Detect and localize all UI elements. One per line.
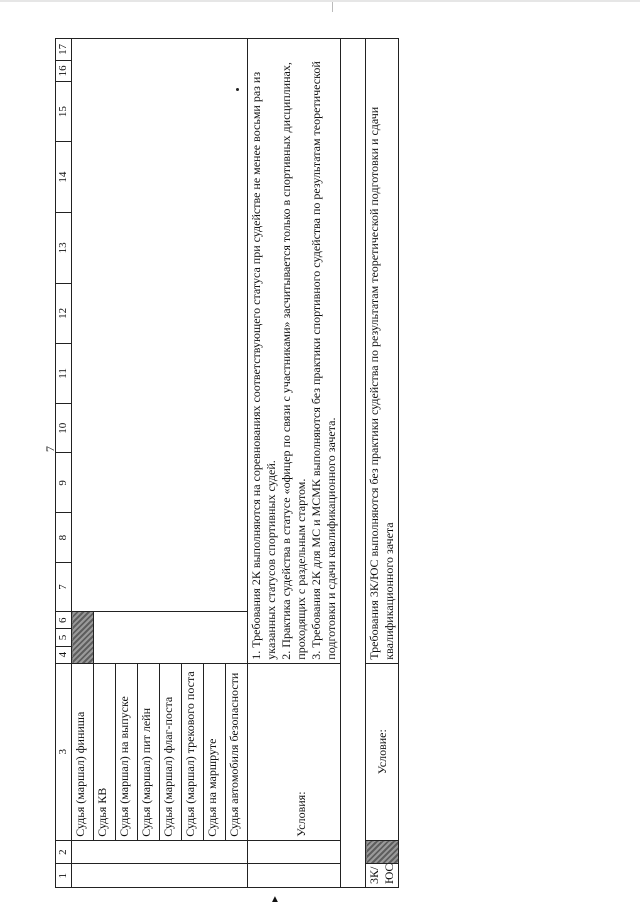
header-cell: 9 [56, 453, 72, 513]
header-cell: 2 [56, 840, 72, 864]
table-row [72, 39, 94, 888]
category-row [366, 39, 399, 888]
page-number: 7 [43, 446, 57, 452]
header-cell: 14 [56, 142, 72, 213]
judge-role: Судья КВ [94, 663, 116, 840]
conditions-row [248, 39, 341, 888]
bottom-marker: ▲ [270, 894, 280, 905]
qualification-table [55, 38, 399, 888]
cell-blank [248, 864, 341, 888]
category-code: 3К/ЮС [366, 864, 399, 888]
header-cell: 5 [56, 629, 72, 646]
header-cell: 17 [56, 39, 72, 61]
conditions-text [248, 39, 341, 664]
header-cell: 13 [56, 212, 72, 283]
judge-role: Судья (маршал) пит лейн [138, 663, 160, 840]
header-cell: 16 [56, 60, 72, 81]
judge-role: Судья (маршал) трекового поста [182, 663, 204, 840]
cell-blank [72, 840, 248, 864]
header-cell: 8 [56, 513, 72, 562]
cell-blank [94, 612, 248, 664]
rotated-page-content [55, 38, 455, 888]
header-cell: 1 [56, 864, 72, 888]
judge-role: Судья на маршруте [204, 663, 226, 840]
judge-role: Судья автомобиля безопасности [226, 663, 248, 840]
cell-blank [72, 39, 248, 612]
shaded-cell [72, 612, 94, 664]
judge-role: Судья (маршал) флаг-поста [160, 663, 182, 840]
header-cell: 10 [56, 404, 72, 453]
header-cell: 6 [56, 612, 72, 629]
header-row [56, 39, 72, 888]
header-cell: 4 [56, 646, 72, 663]
category-condition-label: Условие: [366, 663, 399, 840]
cell-blank [72, 864, 248, 888]
header-cell: 11 [56, 343, 72, 403]
conditions-label: Условия: [248, 663, 341, 840]
judge-role: Судья (маршал) на выпуске [116, 663, 138, 840]
spacer-row [341, 39, 366, 888]
header-cell: 15 [56, 82, 72, 142]
scan-edge [0, 0, 640, 2]
judge-role: Судья (маршал) финиша [72, 663, 94, 840]
scan-mark [332, 2, 333, 12]
header-cell: 12 [56, 283, 72, 343]
category-condition-text: Требования 3К/ЮС выполняются без практики судейства по результатам теоретической подготовки и сдачи квалификационного зачета [366, 39, 399, 664]
header-cell: 3 [56, 663, 72, 840]
shaded-cell [366, 840, 399, 864]
condition-item: 1. Требования 2К выполняются на соревнованиях соответствующего статуса при судействе не менее восьми раз из указанных статусов спортивных судей. [249, 71, 278, 660]
condition-item: 2. Практика судейства в статусе «офицер по связи с участниками» засчитывается только в спортивных дисциплинах, проходящих с раздельным стартом. [279, 62, 308, 660]
header-cell: 7 [56, 562, 72, 611]
cell-blank [248, 840, 341, 864]
cell-blank [341, 39, 366, 888]
condition-item: 3. Требования 2К для МС и МСМК выполняются без практики спортивного судейства по результатам теоретической подготовки и сдачи квалификационного зачета. [309, 61, 338, 660]
